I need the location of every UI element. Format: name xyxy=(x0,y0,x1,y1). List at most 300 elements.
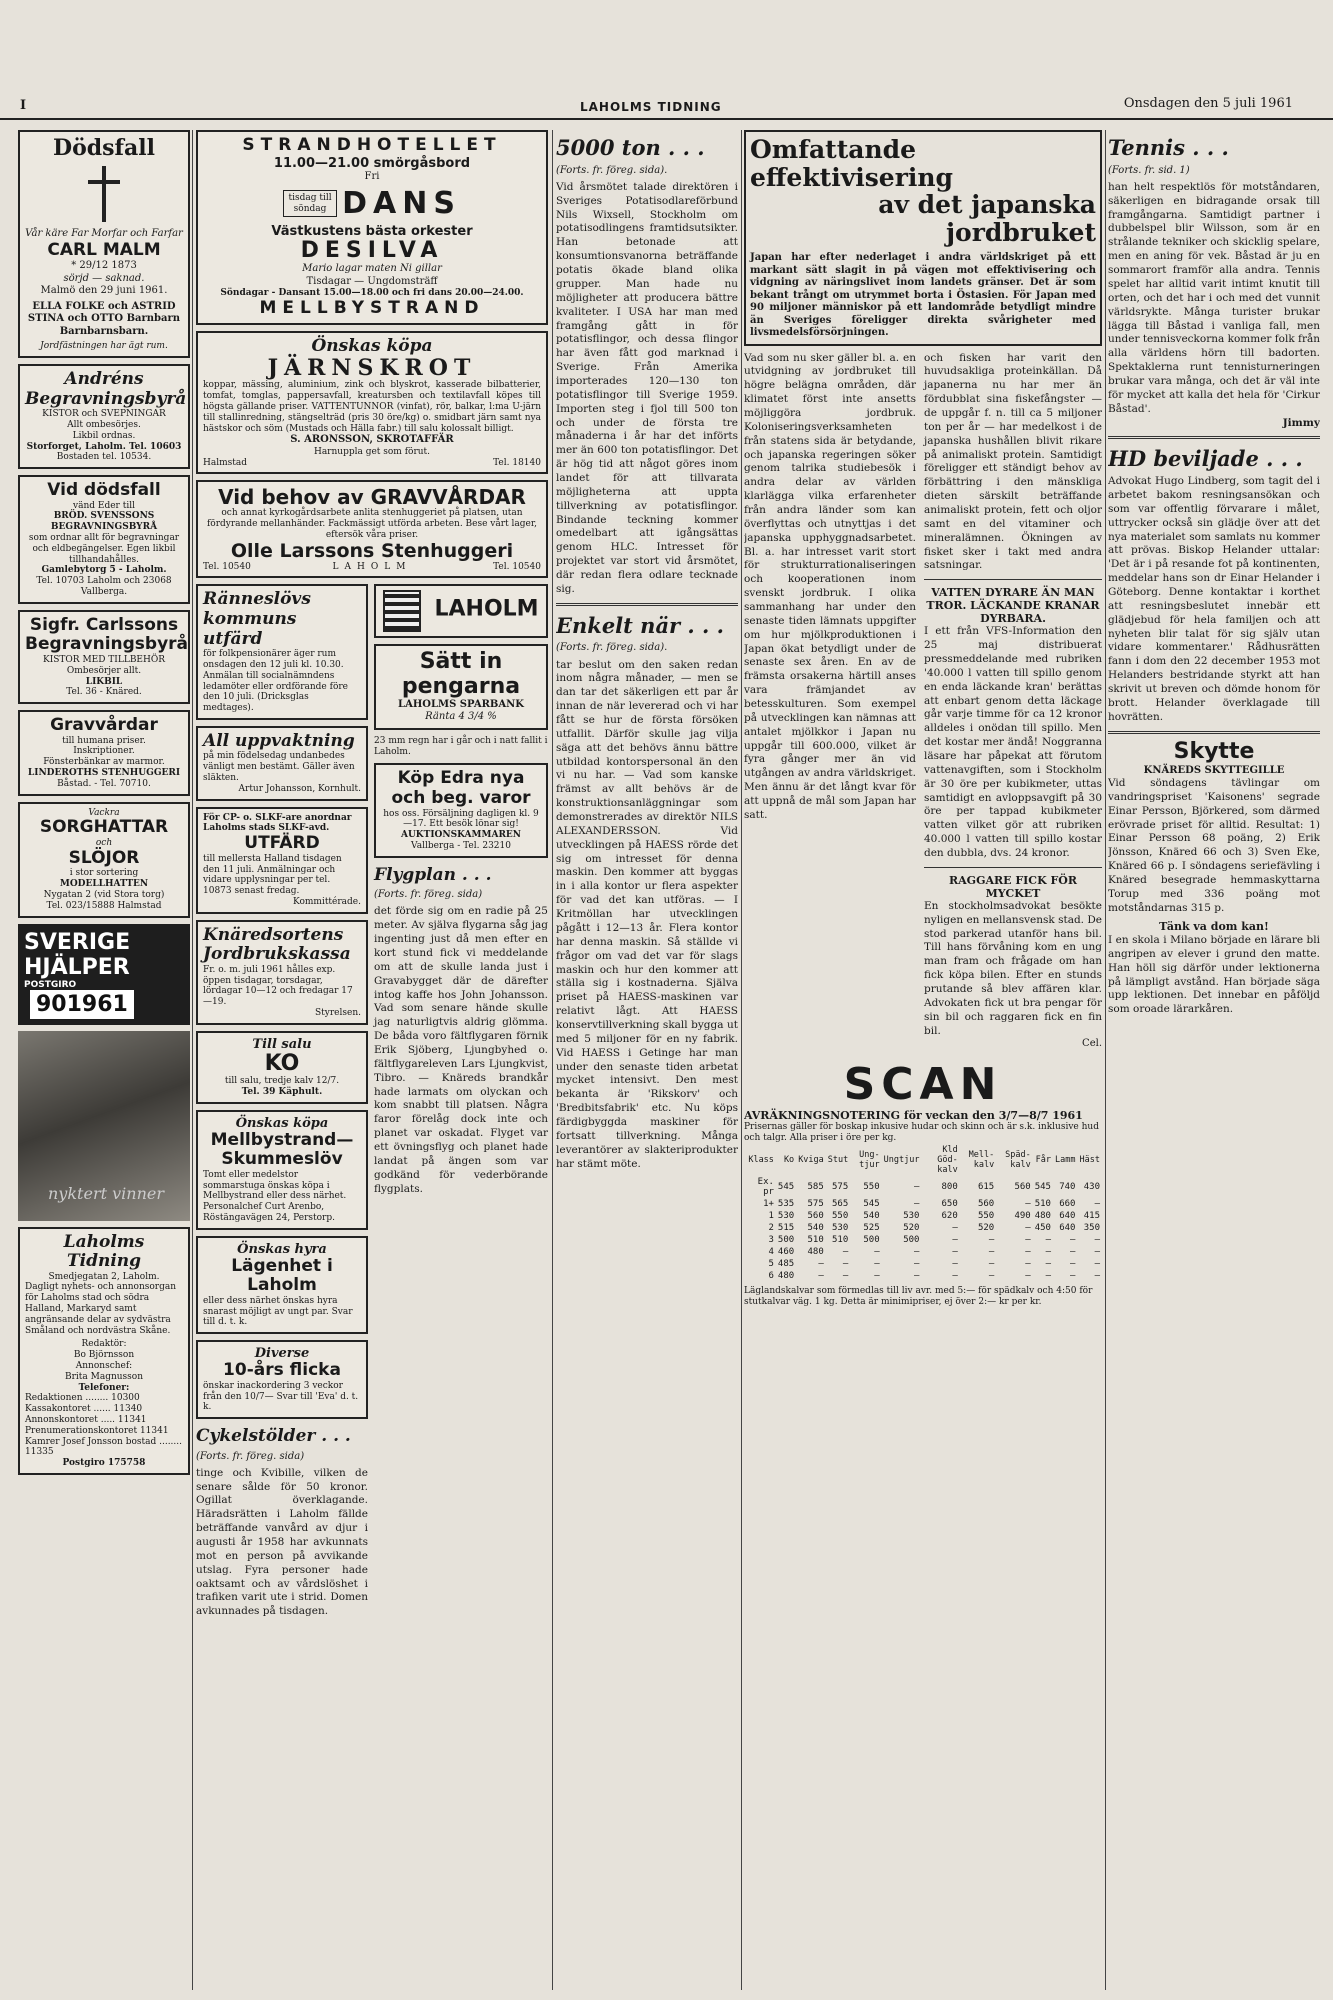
sorghattar-line: i stor sortering xyxy=(69,868,139,879)
hyra-text: eller dess närhet önskas hyra snarast möjligt av ungt par. Svar till d. t. k. xyxy=(203,1295,353,1328)
strand-time: 11.00—21.00 smörgåsbord xyxy=(273,155,471,171)
sorghattar-line: MODELLHATTEN xyxy=(59,879,149,890)
laholm-crest-banner xyxy=(374,584,548,638)
scan-cell: 485 xyxy=(777,1258,795,1269)
dans-title: DANS xyxy=(342,186,461,222)
svenssons-line: vänd Eder till xyxy=(73,500,135,511)
andrens-line: Likbil ordnas. xyxy=(72,430,136,441)
slkf-text: till mellersta Halland tisdagen den 11 juli. Anmälningar och vidare upplysningar per tel. 10873 senast fredag. xyxy=(203,853,342,897)
sigfr-line: Ombesörjer allt. xyxy=(66,665,142,676)
uppvaktning-sign: Artur Johansson, Kornhult. xyxy=(238,783,361,794)
column-3 xyxy=(556,130,738,1990)
table-row xyxy=(744,1198,1102,1210)
enkelt-head: Enkelt när . . . xyxy=(556,612,724,638)
jarnskrot-text: koppar, mässing, aluminium, zink och blyskrot, kasserade bilbatterier, tomfat, tomglas, pappersavfall, kreatursben och textilavfall köpes till högsta gällande priser. VATTENTUNNOR (vinfat), rör, balkar, l:ma U-järn till stallinredning, stängselträd (pris 30 öre/kg) o. smidbart järn samt nya hästskor och söm (Mustads och Hälla fabr.) till salu kolossalt billigt. xyxy=(203,380,541,434)
scan-cell: 560 xyxy=(977,1198,995,1209)
flyg-forts: (Forts. fr. föreg. sida) xyxy=(374,889,483,901)
scan-cell: 550 xyxy=(863,1181,880,1192)
hd-text: Advokat Hugo Lindberg, som tagit del i arbetet bakom resningsansökan och som var offentlig förvarare i målet, uttrycker också sin glädje över att det nya materialet som samlats nu kommer att prövas. Biskop Helander uttalar: 'Det är i på resande fot på kontinenten, meddelar hans son dr Einar Helander i Göteborg. Denne kontaktar i korthet att resningsbeslutet innebär ett glädjebud för hela familjen och att nyheten blir talat för sig själv utan vidare kommentarer.' Rådhusrätten fann i dom den 22 december 1953 mot Helanders bestridande styrkt att han skrivit ut breven och dömde honom för brott. Helander överklagade till hovrätten. xyxy=(1108,475,1320,723)
scan-cell: 1+ xyxy=(763,1198,774,1209)
ton-head: 5000 ton . . . xyxy=(556,135,705,160)
slkf-title: UTFÄRD xyxy=(244,833,320,854)
scan-cell: 500 xyxy=(863,1234,880,1245)
scan-cell: 2 xyxy=(768,1222,774,1233)
gravvardar-line: Inskriptioner. xyxy=(73,746,135,757)
onskas2-title: Mellbystrand— Skummeslöv xyxy=(210,1129,354,1170)
scan-cell: 520 xyxy=(977,1222,995,1233)
scan-header-cell: Får xyxy=(1035,1154,1051,1165)
slkf-sign: Kommittérade. xyxy=(292,896,361,907)
sparbank-ad xyxy=(374,644,548,729)
info-postgiro: Postgiro 175758 xyxy=(62,1458,146,1469)
skytte-title: Skytte xyxy=(1173,738,1255,764)
kop-firm: AUKTIONSKAMMAREN xyxy=(400,830,522,841)
japan-text-b: och fisken har varit den huvudsakliga proteinkällan. Då japanerna nu har mer än fördubblat sina fiskefångster — de uppgår f. n. till ca 5 miljoner ton per år — har medelkost i de japanska hushållen blivit rikare på animaliskt protein. Samtidigt föreligger ett ständigt behov av förbättring i den mänskliga dieten särskilt beträffande animaliskt protein, fett och oljor samt en del vitaminer och mineralämnen. Ökningen av fisket sker i takt med andra satsningar. xyxy=(924,351,1102,572)
ton-forts: (Forts. fr. föreg. sida). xyxy=(556,164,668,176)
cykel-article xyxy=(196,1425,368,1619)
sverige-text: SVERIGE HJÄLPER xyxy=(24,929,131,980)
column-4 xyxy=(744,130,1102,1990)
scan-cell: 480 xyxy=(807,1246,824,1257)
scan-cell: 515 xyxy=(777,1222,795,1233)
scan-cell: 550 xyxy=(832,1210,849,1221)
scan-cell: — xyxy=(874,1270,880,1281)
flyg-article xyxy=(374,864,548,1197)
strand-sub: Tisdagar — Ungdomsträff xyxy=(306,275,438,287)
ko-text: till salu, tredje kalv 12/7. xyxy=(224,1076,340,1087)
gravvardar-title: Gravvårdar xyxy=(50,715,158,736)
scan-cell: 500 xyxy=(777,1234,795,1245)
jarnskrot-addr: Harnuppla get som förut. xyxy=(313,446,431,457)
scan-header-cell: Mell-kalv xyxy=(968,1149,995,1170)
scan-cell: 545 xyxy=(777,1181,795,1192)
info-label: Annonschef: xyxy=(75,1360,133,1371)
dans-days: tisdag till söndag xyxy=(283,190,337,218)
column-rule xyxy=(741,130,742,1990)
mourned-text: sörjd — saknad. xyxy=(63,272,145,284)
info-addr: Smedjegatan 2, Laholm. xyxy=(48,1271,160,1282)
scan-cell: — xyxy=(1094,1246,1100,1257)
scan-cell: — xyxy=(914,1181,920,1192)
scan-cell: 540 xyxy=(863,1210,880,1221)
column-5 xyxy=(1108,130,1320,1990)
scan-cell: — xyxy=(1045,1270,1051,1281)
grav-city: LAHOLM xyxy=(332,561,412,572)
scan-header-cell: Ungtjur xyxy=(883,1154,920,1165)
enkelt-text: tar beslut om den saken redan inom några månader, — men se dan tar det säkerligen ett par år innan de när levererad och vi har fått se hur de första försöken utfallit. Därför skulle jag vilja säga att det behövs ännu bättre utbildad kontorspersonal än den vi nu har. — Vad som kanske främst av allt behövs är de konstruktionsanläggningar som demonstrerades av direktör NILS ALEXANDERSSON. Vid utvecklingen på HAESS rörde det sig om intresset för denna maskin. Den kommer att byggas in i alla kontor ur flera aspekter för vad det kan utföras. — I Kritmöllan har utvecklingen pågått i 12—13 år. Flera kontor har denna maskin. Så ställde vi frågor om vad det var för slags maskin och hur den kommer att ställa sig i kostnaderna. Själva priset på HAESS-maskinen var relativt lågt. Att HAESS konservtillverkning skall bygga ut med 5 miljoner för en ny fabrik. Vid HAESS i Getinge har man under den senaste tiden arbetat mycket intensivt. Den mest bekanta är 'Rikskorv' och 'Bredbitsfabrik' etc. Nu köps färdigbyggda maskiner för fortsatt tillverkning. Många leverantörer av slakteriprodukter har stämt möte. xyxy=(556,658,738,1170)
hyra-head: Önskas hyra xyxy=(237,1241,327,1257)
info-title: Laholms Tidning xyxy=(63,1231,145,1272)
scan-cell: 350 xyxy=(1083,1222,1100,1233)
diverse-text: önskar inackordering 3 veckor från den 10/7— Svar till 'Eva' d. t. k. xyxy=(203,1380,359,1413)
obituary-place: Malmö den 29 juni 1961. xyxy=(40,285,168,297)
jordbrukskassa-ad xyxy=(196,920,368,1025)
laholm-crest-icon xyxy=(383,590,421,632)
lagenhet-ad xyxy=(196,1236,368,1334)
scan-cell: 800 xyxy=(941,1181,958,1192)
scan-cell: 740 xyxy=(1059,1181,1076,1192)
scan-cell: 510 xyxy=(807,1234,824,1245)
scan-cell: — xyxy=(988,1258,995,1269)
sorghattar-title2: SLÖJOR xyxy=(68,847,140,868)
scan-cell: — xyxy=(1025,1258,1031,1269)
scan-cell: — xyxy=(1025,1222,1031,1233)
svenssons-ad xyxy=(18,475,190,604)
grav-text: och annat kyrkogårdsarbete anlita stenhuggeriet på platsen, utan fördyrande mellanhänder. Fackmässigt utförda arbeten. Bese vårt lager, eftersök våra priser. xyxy=(206,508,538,540)
cykel-forts: (Forts. fr. föreg. sida) xyxy=(196,1450,305,1462)
info-name: Bo Björnsson xyxy=(73,1350,135,1361)
scan-cell: 3 xyxy=(768,1234,774,1245)
jarnskrot-tel: Tel. 18140 xyxy=(493,457,541,468)
strand-day: Fri xyxy=(364,170,380,182)
scan-cell: — xyxy=(914,1270,920,1281)
paper-name: LAHOLMS TIDNING xyxy=(580,100,722,114)
info-label: Redaktör: xyxy=(81,1339,127,1350)
scan-cell: — xyxy=(818,1270,824,1281)
info-text: Dagligt nyhets- och annonsorgan för Laholms stad och södra Halland, Markaryd samt angränsande delar av sydvästra Småland och nordvästra Skåne. xyxy=(25,1282,177,1336)
hyra-title: Lägenhet i Laholm xyxy=(231,1255,333,1296)
table-row xyxy=(744,1258,1102,1270)
sorghattar-line: Nygatan 2 (vid Stora torg) xyxy=(43,889,165,900)
svenssons-title: Vid dödsfall xyxy=(47,480,161,501)
scan-cell: — xyxy=(1045,1258,1051,1269)
laholm-name: LAHOLM xyxy=(434,596,539,622)
strand-band: DESILVA xyxy=(300,238,444,264)
scan-header-cell: Häst xyxy=(1079,1154,1100,1165)
skytte-sub: KNÄREDS SKYTTEGILLE xyxy=(1143,764,1285,776)
scan-cell: 430 xyxy=(1083,1181,1100,1192)
scan-cell: — xyxy=(1070,1258,1076,1269)
uppvaktning-text: på min födelsedag undanbedes vänligt men bestämt. Gäller även släkten. xyxy=(203,751,355,784)
japan-lead: Japan har efter nederlaget i andra världskriget på ett markant sätt slagit in på vägen mot effektivisering och vidgning av näringslivet inom landets gränser. Det är som bekant trångt om utrymmet borta i Östasien. För Japan med 90 miljoner människor på ett landområde betydligt mindre än Sveriges föreligger direkta svårigheter med livsmedelsförsörjningen. xyxy=(750,252,1096,338)
scan-cell: 6 xyxy=(768,1270,774,1281)
sigfr-line: LIKBIL xyxy=(85,676,123,687)
onskas-head: Önskas köpa xyxy=(311,335,433,356)
strand-title: STRANDHOTELLET xyxy=(242,135,502,155)
scan-cell: 510 xyxy=(832,1234,849,1245)
knared-title: Knäredsortens Jordbrukskassa xyxy=(203,924,351,965)
cross-icon xyxy=(102,166,106,222)
cykel-head: Cykelstölder . . . xyxy=(196,1426,351,1447)
postgiro-label: POSTGIRO xyxy=(24,979,77,990)
table-row xyxy=(744,1210,1102,1222)
knared-text: Fr. o. m. juli 1961 hålles exp. öppen tisdagar, torsdagar, lördagar 10—12 och fredagar 17—19. xyxy=(203,964,353,1008)
scan-cell: 575 xyxy=(832,1181,849,1192)
knared-sign: Styrelsen. xyxy=(315,1008,361,1019)
auktion-ad xyxy=(374,763,548,857)
nyktert-photo xyxy=(18,1031,190,1221)
svenssons-line: BRÖD. SVENSSONS BEGRAVNINGSBYRÅ xyxy=(50,511,158,533)
scan-cell: 585 xyxy=(807,1181,824,1192)
scan-cell: 640 xyxy=(1059,1210,1076,1221)
ko-title: KO xyxy=(264,1050,300,1076)
scan-cell: — xyxy=(1025,1198,1031,1209)
cykel-text: tinge och Kvibille, vilken de senare sålde för 50 kronor. Ogillat överklagande. Häradsrätten i Laholm fällde beträffande vanvård av djur i augusti år 1958 har avkunnats mot en person på avvikande utslag. Fyra personer hade oaktsamt och av vårdslöshet i trafiken varit ute i strid. Domen avkunnades på tisdagen. xyxy=(196,1466,368,1618)
scan-cell: 545 xyxy=(863,1198,880,1209)
sorghattar-line: Tel. 023/15888 Halmstad xyxy=(46,900,162,911)
scan-cell: — xyxy=(1094,1198,1100,1209)
sigfr-ad xyxy=(18,610,190,704)
ko-ad xyxy=(196,1031,368,1104)
scan-title: SCAN xyxy=(843,1058,1003,1110)
gravvardar-line: Fönsterbänkar av marmor. xyxy=(43,757,165,768)
table-row xyxy=(744,1222,1102,1234)
scan-cell: — xyxy=(818,1258,824,1269)
scan-cell: 575 xyxy=(807,1198,824,1209)
tennis-article xyxy=(1108,134,1320,430)
sorghattar-pre: Vackra xyxy=(88,807,120,818)
strand-sub: Söndagar - Dansant 15.00—18.00 och fri dans 20.00—24.00. xyxy=(220,288,524,299)
scan-note: Prisernas gäller för boskap inkusive hudar och skinn och är s.k. inklusive hud och talgr. Alla priser i öre per kg. xyxy=(744,1122,1099,1144)
scan-cell: — xyxy=(988,1234,995,1245)
column-1 xyxy=(18,130,190,1990)
sigfr-line: Tel. 36 - Knäred. xyxy=(66,687,142,698)
scan-cell: 540 xyxy=(807,1222,824,1233)
strand-sub: Västkustens bästa orkester xyxy=(271,224,473,240)
onskas2-text: Tomt eller medelstor sommarstuga önskas köpa i Mellbystrand eller dess närhet. Personalchef Curt Arenbo, Röstängavägen 24, Perstorp. xyxy=(203,1169,347,1223)
andrens-line: Bostaden tel. 10534. xyxy=(56,452,152,463)
photo-caption: nyktert vinner xyxy=(48,1183,164,1203)
obituary-footer: Jordfästningen har ägt rum. xyxy=(40,341,168,352)
vatten-text: I ett från VFS-Information den 25 maj distribuerat pressmeddelande med rubriken '40.000 l vatten till spillo genom en enda läckande kran' berättas att enbart genom detta läckage går varje timme för ca 12 kronor alldeles i onödan till spillo. Men det kostar mer ändå! Noggranna läsare har påpekat att förutom vattenavgiften, som i Stockholm är 30 öre per kubikmeter, uttas samtidigt en avloppsavgift på 30 öre per tappad kubikmeter vatten vilket gör att rubriken 40.000 l vatten till spillo kostar den dubbla, dvs. 24 kronor. xyxy=(924,625,1102,859)
diverse-head: Diverse xyxy=(254,1346,310,1362)
rannes-text: för folkpensionärer äger rum onsdagen den 12 juli kl. 10.30. Anmälan till socialnämndens ledamöter eller ordförande före den 10 juli. (Dricksglas medtages). xyxy=(203,649,348,714)
info-tel: Kamrer Josef Jonsson bostad ........ 11335 xyxy=(25,1436,183,1458)
scan-cell: 660 xyxy=(1059,1198,1076,1209)
scan-cell: 5 xyxy=(768,1258,774,1269)
info-tel: Annonskontoret ..... 11341 xyxy=(25,1414,147,1425)
ton-text: Vid årsmötet talade direktören i Sveriges Potatisodlareförbund Nils Wixsell, Stockholm om potatisodlingens framtidsutsikter. Han betonade att konsumtionsvanorna beträffande potatis ökade bland olika grupper. Man hade nu möjligheter att producera bättre kvaliteter. I USA har man med framgång gått in för potatisflingor, och dessa flingor har även fått god marknad i Sverige. Från Amerika importerades 120—130 ton potatisflingor till Sverige 1959. Importen steg i fjol till 500 ton och under de första tre månaderna i år har det införts mer än 600 ton potatisflingor. Det är hög tid att något göres inom landet för att tillvarata möjligheterna att uppta tillverkning av potatisflingor. Bindande teckning kommer omedelbart att igångsättas genom HLC. Intresset för projektet var stort vid årsmötet, där redan flera odlare tecknade sig. xyxy=(556,180,738,595)
scan-cell: 520 xyxy=(903,1222,920,1233)
andrens-line: Allt ombesörjes. xyxy=(67,419,141,430)
scan-cell: — xyxy=(1094,1270,1100,1281)
scan-cell: — xyxy=(952,1258,958,1269)
skytte-text: Vid söndagens tävlingar om vandringspriset 'Kaisonens' segrade Einar Persson, Björkered, som därmed erövrade priset för alltid. Resultat: 1) Einar Persson 68 poäng, 2) Erik Jönsson, Knäred 66 och 3) Sven Eke, Knäred 66 p. I söndagens seriefävling i Knäred besegrade hemmaskyttarna Torup med 336 poäng mot motståndarnas 315 p. xyxy=(1108,776,1320,914)
scan-header-cell: Lamm xyxy=(1054,1154,1076,1165)
rannes-title: Ränneslövs kommuns utfärd xyxy=(203,589,311,649)
scan-cell: 560 xyxy=(807,1210,824,1221)
onskas2-head: Önskas köpa xyxy=(235,1115,329,1131)
slkf-pre: För CP- o. SLKF-are anordnar Laholms stads SLKF-avd. xyxy=(203,812,352,834)
jarnskrot-firm: S. ARONSSON, SKROTAFFÄR xyxy=(290,434,454,446)
scan-cell: — xyxy=(874,1258,880,1269)
scan-cell: — xyxy=(988,1270,995,1281)
scan-cell: — xyxy=(988,1246,995,1257)
scan-cell: 460 xyxy=(777,1246,795,1257)
mellbystrand-ad xyxy=(196,1110,368,1230)
obituary-heading: Dödsfall xyxy=(53,135,155,161)
tennis-head: Tennis . . . xyxy=(1108,135,1229,160)
sparbank-name: LAHOLMS SPARBANK xyxy=(398,698,524,710)
scan-cell: — xyxy=(952,1270,958,1281)
tennis-forts: (Forts. fr. sid. 1) xyxy=(1108,164,1190,176)
scan-cell: — xyxy=(1045,1234,1051,1245)
scan-cell: 490 xyxy=(1014,1210,1031,1221)
scan-cell: — xyxy=(1094,1234,1100,1245)
tank-text: I en skola i Milano började en lärare bli angripen av elever i grund den matte. Han höll sig därför under lektionerna på lämpligt avstånd. Han började säga upp lektionen. Det innebar en påföljd som oroade lärarkåren. xyxy=(1108,934,1320,1016)
column-rule xyxy=(1105,130,1106,1990)
scan-cell: — xyxy=(842,1258,849,1269)
hd-article xyxy=(1108,445,1320,724)
sparbank-satt: Sätt in pengarna xyxy=(401,649,521,699)
column-rule xyxy=(192,130,193,1990)
kop-text: hos oss. Försäljning dagligen kl. 9—17. Ett besök lönar sig! xyxy=(383,808,539,830)
tennis-text: han helt respektlös för motståndaren, säkerligen en bidragande orsak till framgångarna. Samtidigt partner i dubbelspel blir Wilsson, som är en strålande tekniker och skicklig spelare, men en aning för vek. Båstad är ju en sommarort framför alla andra. Tennis spelet har alltid varit intimt knutit till orten, och det har i och med det vunnit världsrykte. Många turister brukar lägga till Båstad i vanliga fall, men under tennisveckorna kommer folk från alla världens hörn till badorten. Spektaklerna runt tennisturneringen brukar vara många, och det är väl inte för mycket att kalla det hela för 'Cirkur Båstad'. xyxy=(1108,180,1320,415)
raggare-head: RAGGARE FICK FÖR MYCKET xyxy=(949,873,1077,900)
scan-cell: Ex. pr xyxy=(757,1176,774,1197)
kop-city: Vallberga - Tel. 23210 xyxy=(411,840,511,851)
scan-cell: — xyxy=(842,1270,849,1281)
scan-cell: — xyxy=(1045,1246,1051,1257)
strand-place: MELLBYSTRAND xyxy=(259,298,485,319)
scan-cell: 650 xyxy=(941,1198,958,1209)
scan-cell: — xyxy=(952,1234,958,1245)
scan-header-cell: Klass xyxy=(748,1154,774,1165)
scan-cell: 1 xyxy=(768,1210,774,1221)
svenssons-line: som ordnar allt för begravningar och eldbegängelser. Egen likbil tillhandahålles. xyxy=(28,533,180,565)
scan-footer: Läglandskalvar som förmedlas till liv avr. med 5:— för spädkalv och 4:50 för stutkalvar väg. 1 kg. Detta är minimipriser, ej över 2:— kr per kr. xyxy=(744,1285,1093,1307)
hd-head: HD beviljade . . . xyxy=(1108,446,1303,472)
sigfr-title: Sigfr. Carlssons Begravningsbyrå xyxy=(25,614,189,655)
obituary-family: ELLA FOLKE och ASTRID STINA och OTTO Barnbarn Barnbarnsbarn. xyxy=(27,300,181,337)
strand-sub: Mario lagar maten Ni gillar xyxy=(302,263,442,275)
scan-header-cell: Ung-tjur xyxy=(859,1149,880,1170)
ton-article xyxy=(556,134,738,597)
rain-note: 23 mm regn har i går och i natt fallit i Laholm. xyxy=(374,735,548,757)
uppvaktning-ad xyxy=(196,726,368,801)
scan-header-cell: Ko xyxy=(783,1154,795,1165)
flyg-head: Flygplan . . . xyxy=(374,864,492,885)
rannes-ad xyxy=(196,584,368,719)
sparbank-ranta: Ränta 4 3/4 % xyxy=(425,711,497,723)
enkelt-article xyxy=(556,612,738,1172)
scan-block xyxy=(744,1058,1102,1308)
scan-table xyxy=(744,1144,1102,1282)
scan-cell: 450 xyxy=(1034,1222,1051,1233)
scan-cell: — xyxy=(1025,1270,1031,1281)
scan-cell: 640 xyxy=(1059,1222,1076,1233)
sorghattar-ad xyxy=(18,802,190,918)
masthead xyxy=(0,96,1333,120)
scan-cell: 530 xyxy=(903,1210,920,1221)
gravvardar-line: Båstad. - Tel. 70710. xyxy=(57,778,151,789)
slkf-ad xyxy=(196,807,368,914)
scan-cell: — xyxy=(874,1246,880,1257)
tank-head: Tänk va dom kan! xyxy=(1159,919,1269,933)
obituary-lead: Vår käre Far Morfar och Farfar xyxy=(25,228,183,240)
scan-cell: — xyxy=(914,1258,920,1269)
skytte-article xyxy=(1108,740,1320,1018)
gravvardar-larsson-ad xyxy=(196,480,548,578)
scan-header-cell: Kviga xyxy=(798,1154,824,1165)
info-tel: Prenumerationskontoret 11341 xyxy=(25,1425,169,1436)
gravvardar-line: till humana priser. xyxy=(62,735,146,746)
andrens-title: Andréns Begravningsbyrå xyxy=(25,369,187,409)
scan-cell: — xyxy=(842,1246,849,1257)
tillsalu-head: Till salu xyxy=(252,1036,312,1052)
column-rule xyxy=(552,130,553,1990)
scan-cell: — xyxy=(1025,1234,1031,1245)
gravvardar-ad xyxy=(18,710,190,796)
japan-headline-1: Omfattande effektivisering xyxy=(750,135,954,192)
andrens-line: Storforget, Laholm. Tel. 10603 xyxy=(26,441,182,452)
scan-cell: — xyxy=(952,1246,958,1257)
scan-cell: — xyxy=(914,1198,920,1209)
table-row xyxy=(744,1270,1102,1282)
table-row xyxy=(744,1246,1102,1258)
enkelt-forts: (Forts. fr. föreg. sida). xyxy=(556,642,668,654)
gravvardar-line: LINDEROTHS STENHUGGERI xyxy=(27,768,181,779)
scan-cell: — xyxy=(1094,1258,1100,1269)
column-2 xyxy=(196,130,548,1990)
obituary-notice xyxy=(18,130,190,358)
issue-date: Onsdagen den 5 juli 1961 xyxy=(1123,96,1293,111)
diverse-title: 10-års flicka xyxy=(223,1360,341,1381)
deceased-name: CARL MALM xyxy=(47,239,161,260)
japan-headline-2: av det japanska jordbruket xyxy=(878,190,1096,247)
info-tel: Kassakontoret ...... 11340 xyxy=(25,1404,143,1415)
scan-header-cell: Kld Göd-kalv xyxy=(937,1144,958,1175)
scan-header-cell: Stut xyxy=(827,1154,849,1165)
sverige-hjalper-banner xyxy=(18,924,190,1025)
flicka-ad xyxy=(196,1340,368,1419)
scan-sub: AVRÄKNINGSNOTERING för veckan den 3/7—8/7 1961 xyxy=(744,1109,1083,1123)
sigfr-line: KISTOR MED TILLBEHÖR xyxy=(42,654,166,665)
scan-cell: — xyxy=(1070,1234,1076,1245)
scan-cell: 545 xyxy=(1034,1181,1051,1192)
postgiro-number: 901961 xyxy=(30,990,134,1019)
grav-title: Vid behov av GRAVVÅRDAR xyxy=(218,485,526,510)
strandhotellet-ad xyxy=(196,130,548,325)
scan-cell: — xyxy=(914,1246,920,1257)
scan-cell: — xyxy=(952,1222,958,1233)
scan-cell: 530 xyxy=(777,1210,795,1221)
jarnskrot-title: JÄRNSKROT xyxy=(267,355,477,382)
scan-cell: 530 xyxy=(832,1222,849,1233)
sorghattar-title: SORGHATTAR xyxy=(39,817,169,838)
scan-cell: — xyxy=(1070,1246,1076,1257)
andrens-line: KISTOR och SVEPNINGAR xyxy=(42,409,166,420)
svenssons-line: Tel. 10703 Laholm och 23068 Vallberga. xyxy=(36,576,172,598)
scan-header-cell: Späd-kalv xyxy=(1005,1149,1031,1170)
flyg-text: det förde sig om en radie på 25 meter. Av själva flygarna såg jag ingenting just då men efter en kort stund fick vi meddelande om att de skulle landa just i Gravabygget där de därefter intog kaffe hos John Johansson. Vad som senare hände skulle jag naturligtvis aldrig glömma. De båda voro fältflygaren förnik Erik Sjöberg, Ljungbyhed o. fältflygareleven Lars Ljungkvist, Tibro. — Knäreds brandkår hade larmats om olyckan och kom snabbt till platsen. Några faror förelåg dock inte och planet var oskadat. Flyget var ett övningsflyg och planet hade landat på ängen som var godkänd för vederbörande flygplats. xyxy=(374,905,548,1195)
scan-cell: 620 xyxy=(941,1210,958,1221)
scan-cell: 4 xyxy=(768,1246,774,1257)
table-row xyxy=(744,1176,1102,1198)
scan-cell: 415 xyxy=(1083,1210,1100,1221)
scan-cell: 560 xyxy=(1014,1181,1031,1192)
sorghattar-mid: och xyxy=(95,837,113,848)
jarnskrot-city: Halmstad xyxy=(203,457,247,468)
scan-cell: 525 xyxy=(863,1222,880,1233)
scan-cell: 550 xyxy=(977,1210,995,1221)
japan-text-a: Vad som nu sker gäller bl. a. en utvidgning av jordbruket till högre belägna områden, där klimatet först inte ansetts möjliggöra jordbruk. Koloniseringsverksamheten från statens sida är betydande, och japanska regeringen söker genom talrika studiebesök i andra delar av världen klarlägga vilka erfarenheter från andra länder som kan överflyttas och utnyttjas i det japanska upphyggnadsarbetet. Bl. a. har intresset varit stort för strukturrationaliseringen och kooperationen inom svenskt jordbruk. I olika sammanhang har under den senaste tiden lämnats uppgifter om hur mjölkproduktionen i Japan ökat betydligt under de senaste sex åren. En av de främsta orsakerna härtill anses vara främjandet av betesskulturen. Som exempel på utvecklingen kan nämnas att antalet mjölkkor i Japan nu uppgår till 600.000, vilket är fyra gånger mer än vid utgången av andra världskriget. Men ännu är det långt kvar för att uppnå de mål som Japan har satt. xyxy=(744,351,916,821)
scan-cell: 480 xyxy=(777,1270,795,1281)
page-mark: I xyxy=(20,98,27,113)
info-tel: Redaktionen ........ 10300 xyxy=(25,1393,140,1404)
deceased-dates: * 29/12 1873 xyxy=(71,260,137,272)
info-name: Brita Magnusson xyxy=(64,1371,144,1382)
scan-cell: — xyxy=(1070,1270,1076,1281)
scan-cell: 510 xyxy=(1034,1198,1051,1209)
scan-cell: 480 xyxy=(1034,1210,1051,1221)
raggare-sign: Cel. xyxy=(1082,1038,1102,1050)
scan-cell: 565 xyxy=(832,1198,849,1209)
ko-tel: Tel. 39 Käphult. xyxy=(241,1086,323,1097)
uppvaktning-title: All uppvaktning xyxy=(203,730,355,751)
scan-cell: 500 xyxy=(903,1234,920,1245)
scan-cell: — xyxy=(1025,1246,1031,1257)
